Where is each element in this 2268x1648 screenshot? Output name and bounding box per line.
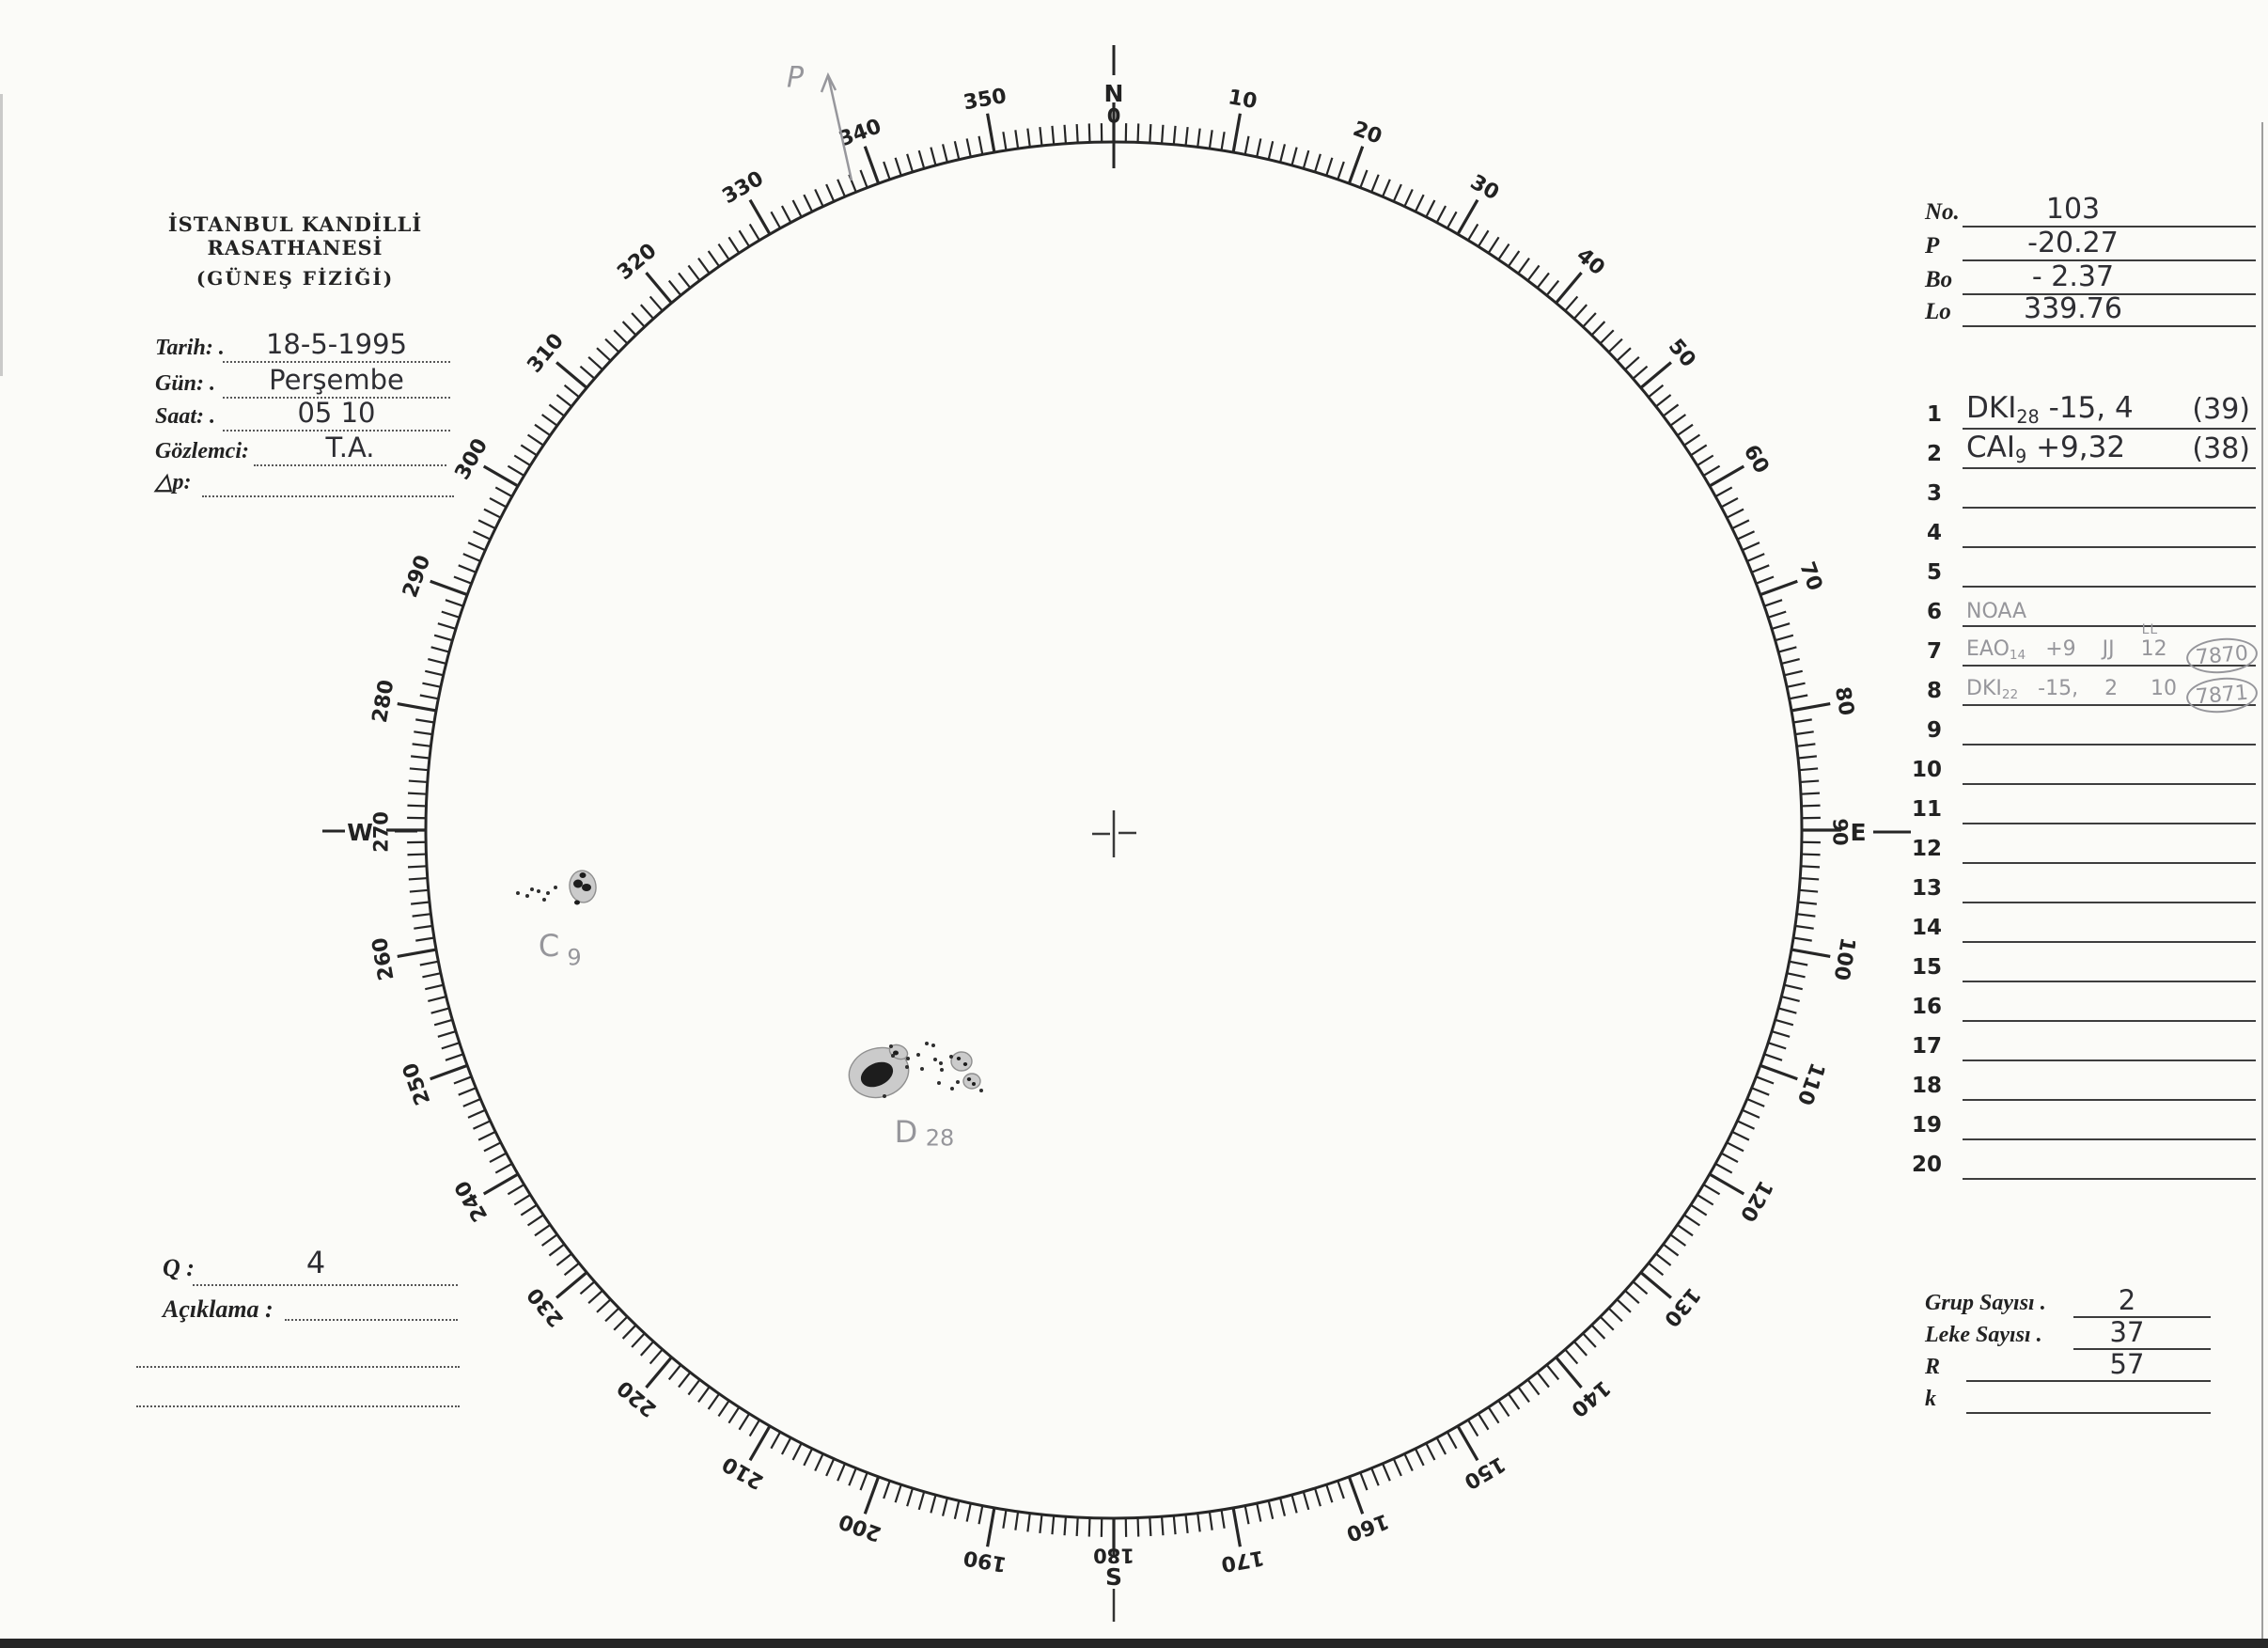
group-list-row — [1906, 1024, 2256, 1061]
no-value: 103 — [2045, 193, 2101, 226]
row-number: 1 — [1926, 402, 1942, 427]
field-row-date — [155, 325, 465, 363]
svg-text:80: 80 — [1829, 684, 1858, 718]
center-crosshair — [1092, 810, 1136, 857]
remarks-label: Açıklama : — [163, 1295, 274, 1323]
quality-value: 4 — [305, 1245, 326, 1280]
summary-row-r — [1925, 1350, 2235, 1382]
rule-line — [1963, 902, 2256, 903]
group-list-row — [1906, 471, 2256, 509]
rule-line — [1963, 823, 2256, 824]
time-label: Saat: . — [155, 404, 216, 429]
row-number: 14 — [1911, 916, 1942, 940]
superscript-note: LL — [2141, 621, 2159, 637]
no-label: No. — [1925, 199, 1960, 225]
rule-line — [1963, 941, 2256, 943]
quality-label: Q : — [163, 1254, 195, 1281]
summary-row-k — [1925, 1382, 2235, 1414]
group-list-row — [1906, 905, 2256, 943]
svg-text:280: 280 — [368, 678, 399, 725]
svg-text:150: 150 — [1460, 1451, 1509, 1494]
group-list-row — [1906, 787, 2256, 824]
rule-line — [1966, 1412, 2211, 1414]
lo-value: 339.76 — [2024, 292, 2122, 325]
scan-edge-bottom — [0, 1639, 2268, 1648]
svg-text:30: 30 — [1465, 170, 1503, 206]
row-entry: $EAO_{14} +9$ JJ LL 12 — [1966, 621, 2167, 663]
row-number: 12 — [1911, 837, 1942, 861]
svg-text:210: 210 — [718, 1451, 768, 1494]
r-number-label: R — [1925, 1355, 1941, 1379]
svg-text:100: 100 — [1828, 935, 1860, 982]
rule-line — [1963, 1138, 2256, 1140]
group-list-row — [1906, 1142, 2256, 1180]
group-list-row — [1906, 621, 2256, 670]
row-entry: NOAA — [1966, 600, 2027, 623]
svg-text:120: 120 — [1734, 1176, 1777, 1226]
row-number: 2 — [1926, 442, 1942, 466]
row-number: 7 — [1926, 639, 1942, 664]
rule-line — [1963, 1059, 2256, 1061]
row-number: 13 — [1911, 876, 1942, 901]
svg-text:50: 50 — [1663, 335, 1700, 372]
observer-value: T.A. — [254, 431, 446, 466]
rule-line — [1963, 744, 2256, 746]
rule-line — [1963, 625, 2256, 627]
svg-text:250: 250 — [399, 1059, 436, 1108]
svg-text:90: 90 — [1828, 818, 1852, 846]
dotted-line — [136, 1405, 460, 1407]
svg-text:270: 270 — [369, 811, 393, 853]
dotted-line — [193, 1284, 458, 1286]
svg-text:N: N — [1103, 79, 1124, 107]
rule-line — [1963, 783, 2256, 785]
svg-text:D: D — [894, 1114, 918, 1151]
bo-value: - 2.37 — [2031, 260, 2115, 293]
svg-text:10: 10 — [1226, 86, 1259, 115]
lo-label: Lo — [1925, 299, 1951, 324]
row-entry: $DKI_{22}$ -15, 2 10 — [1966, 676, 2178, 702]
group-list-row — [1906, 984, 2256, 1022]
svg-text:240: 240 — [450, 1176, 493, 1226]
group-list-row — [1906, 432, 2256, 469]
rule-line — [1963, 981, 2256, 982]
rule-line — [1963, 1178, 2256, 1180]
row-number: 20 — [1911, 1153, 1942, 1177]
svg-text:320: 320 — [613, 239, 662, 286]
svg-text:340: 340 — [836, 115, 885, 152]
svg-text:350: 350 — [962, 84, 1009, 116]
svg-text:160: 160 — [1342, 1508, 1392, 1546]
group-list-row — [1906, 1103, 2256, 1140]
field-row-day — [155, 361, 465, 399]
group-list-row — [1906, 392, 2256, 430]
svg-text:110: 110 — [1791, 1059, 1829, 1108]
row-number: 4 — [1926, 521, 1942, 545]
svg-text:70: 70 — [1794, 558, 1827, 594]
row-number: 15 — [1911, 955, 1942, 980]
field-row-delta-p — [155, 460, 465, 497]
rule-line — [1963, 1099, 2256, 1101]
row-number: 10 — [1911, 758, 1942, 782]
svg-text:W: W — [347, 818, 373, 846]
svg-text:190: 190 — [962, 1545, 1009, 1577]
group-list-row — [1906, 708, 2256, 746]
svg-text:300: 300 — [450, 434, 493, 484]
group-list-row — [1906, 826, 2256, 864]
rule-line — [1963, 586, 2256, 588]
row-paren-value: (39) — [2192, 393, 2250, 426]
observatory-name: İSTANBUL KANDİLLİ RASATHANESİ — [167, 212, 423, 259]
rule-line — [1963, 507, 2256, 509]
dotted-line — [285, 1319, 458, 1321]
svg-text:20: 20 — [1350, 117, 1385, 149]
rule-line — [1963, 862, 2256, 864]
svg-text:230: 230 — [523, 1282, 570, 1331]
row-number: 16 — [1911, 995, 1942, 1019]
rule-line — [1963, 428, 2256, 430]
r-number-value: 57 — [2109, 1348, 2145, 1380]
day-value: Perşembe — [223, 363, 450, 399]
row-number: 3 — [1926, 481, 1942, 506]
svg-text:S: S — [1104, 1562, 1123, 1591]
rule-line — [1963, 467, 2256, 469]
scan-edge-right — [2261, 122, 2263, 1639]
sunspot-group-D — [843, 1042, 983, 1105]
row-number: 19 — [1911, 1113, 1942, 1138]
group-list-row — [1906, 945, 2256, 982]
rule-line — [1963, 546, 2256, 548]
svg-text:28: 28 — [925, 1124, 955, 1152]
rule-line — [1963, 1020, 2256, 1022]
row-number: 6 — [1926, 600, 1942, 624]
row-number: 8 — [1926, 679, 1942, 703]
row-paren-value: (38) — [2192, 432, 2250, 465]
row-number: 5 — [1926, 560, 1942, 585]
circled-noaa-number: 7870 — [2185, 636, 2260, 676]
observatory-header — [137, 212, 453, 290]
svg-text:200: 200 — [836, 1508, 885, 1546]
svg-text:9: 9 — [567, 944, 582, 971]
svg-text:290: 290 — [399, 552, 436, 602]
group-list-row — [1906, 510, 2256, 548]
group-list-row — [1906, 866, 2256, 903]
group-count-value: 2 — [2118, 1284, 2136, 1316]
date-value: 18-5-1995 — [223, 327, 450, 363]
spot-count-label: Leke Sayısı . — [1925, 1323, 2042, 1347]
observer-label: Gözlemci: — [155, 439, 249, 463]
p-angle-label: P — [1925, 233, 1940, 259]
p-angle-value: -20.27 — [2027, 227, 2119, 259]
svg-text:E: E — [1850, 818, 1867, 846]
svg-text:180: 180 — [1093, 1544, 1134, 1567]
row-number: 18 — [1911, 1074, 1942, 1098]
summary-row-group-count — [1925, 1286, 2235, 1318]
svg-text:130: 130 — [1658, 1282, 1705, 1331]
svg-text:330: 330 — [718, 166, 768, 210]
row-entry: $DKI_{28}$ -15, 4 — [1966, 391, 2134, 428]
field-row-time — [155, 394, 465, 432]
svg-text:60: 60 — [1738, 441, 1774, 479]
svg-text:40: 40 — [1572, 243, 1609, 281]
group-count-label: Grup Sayısı . — [1925, 1291, 2046, 1315]
svg-text:220: 220 — [613, 1374, 662, 1421]
row-number: 11 — [1911, 797, 1942, 822]
delta-p-value — [202, 495, 454, 497]
group-list-row — [1906, 1063, 2256, 1101]
svg-text:P: P — [786, 61, 805, 95]
day-label: Gün: . — [155, 371, 216, 396]
row-number: 9 — [1926, 718, 1942, 743]
scan-edge-left — [0, 94, 3, 376]
svg-text:170: 170 — [1219, 1545, 1266, 1577]
compass-markers — [322, 45, 1911, 1622]
bo-label: Bo — [1925, 267, 1953, 292]
svg-text:140: 140 — [1566, 1374, 1615, 1421]
sunspot-group-C — [516, 869, 598, 904]
group-list-row — [1906, 589, 2256, 627]
group-list-row — [1906, 747, 2256, 785]
department-name: (GÜNEŞ FİZİĞİ) — [196, 267, 395, 290]
row-entry: $CAI_9 +9,32$ — [1966, 431, 2126, 467]
spot-count-value: 37 — [2109, 1316, 2145, 1348]
svg-text:260: 260 — [368, 935, 399, 982]
date-label: Tarih: . — [155, 336, 225, 360]
circled-noaa-number: 7871 — [2185, 675, 2260, 715]
dotted-line — [136, 1366, 460, 1368]
time-value: 05 10 — [223, 396, 450, 432]
row-number: 17 — [1911, 1034, 1942, 1059]
svg-text:0: 0 — [1106, 104, 1121, 128]
delta-p-label: △p: — [155, 470, 192, 494]
group-list-row — [1906, 550, 2256, 588]
summary-row-spot-count — [1925, 1318, 2235, 1350]
k-factor-label: k — [1925, 1387, 1936, 1411]
group-list-row — [1906, 668, 2256, 710]
svg-text:C: C — [538, 928, 560, 965]
svg-text:310: 310 — [523, 329, 570, 378]
